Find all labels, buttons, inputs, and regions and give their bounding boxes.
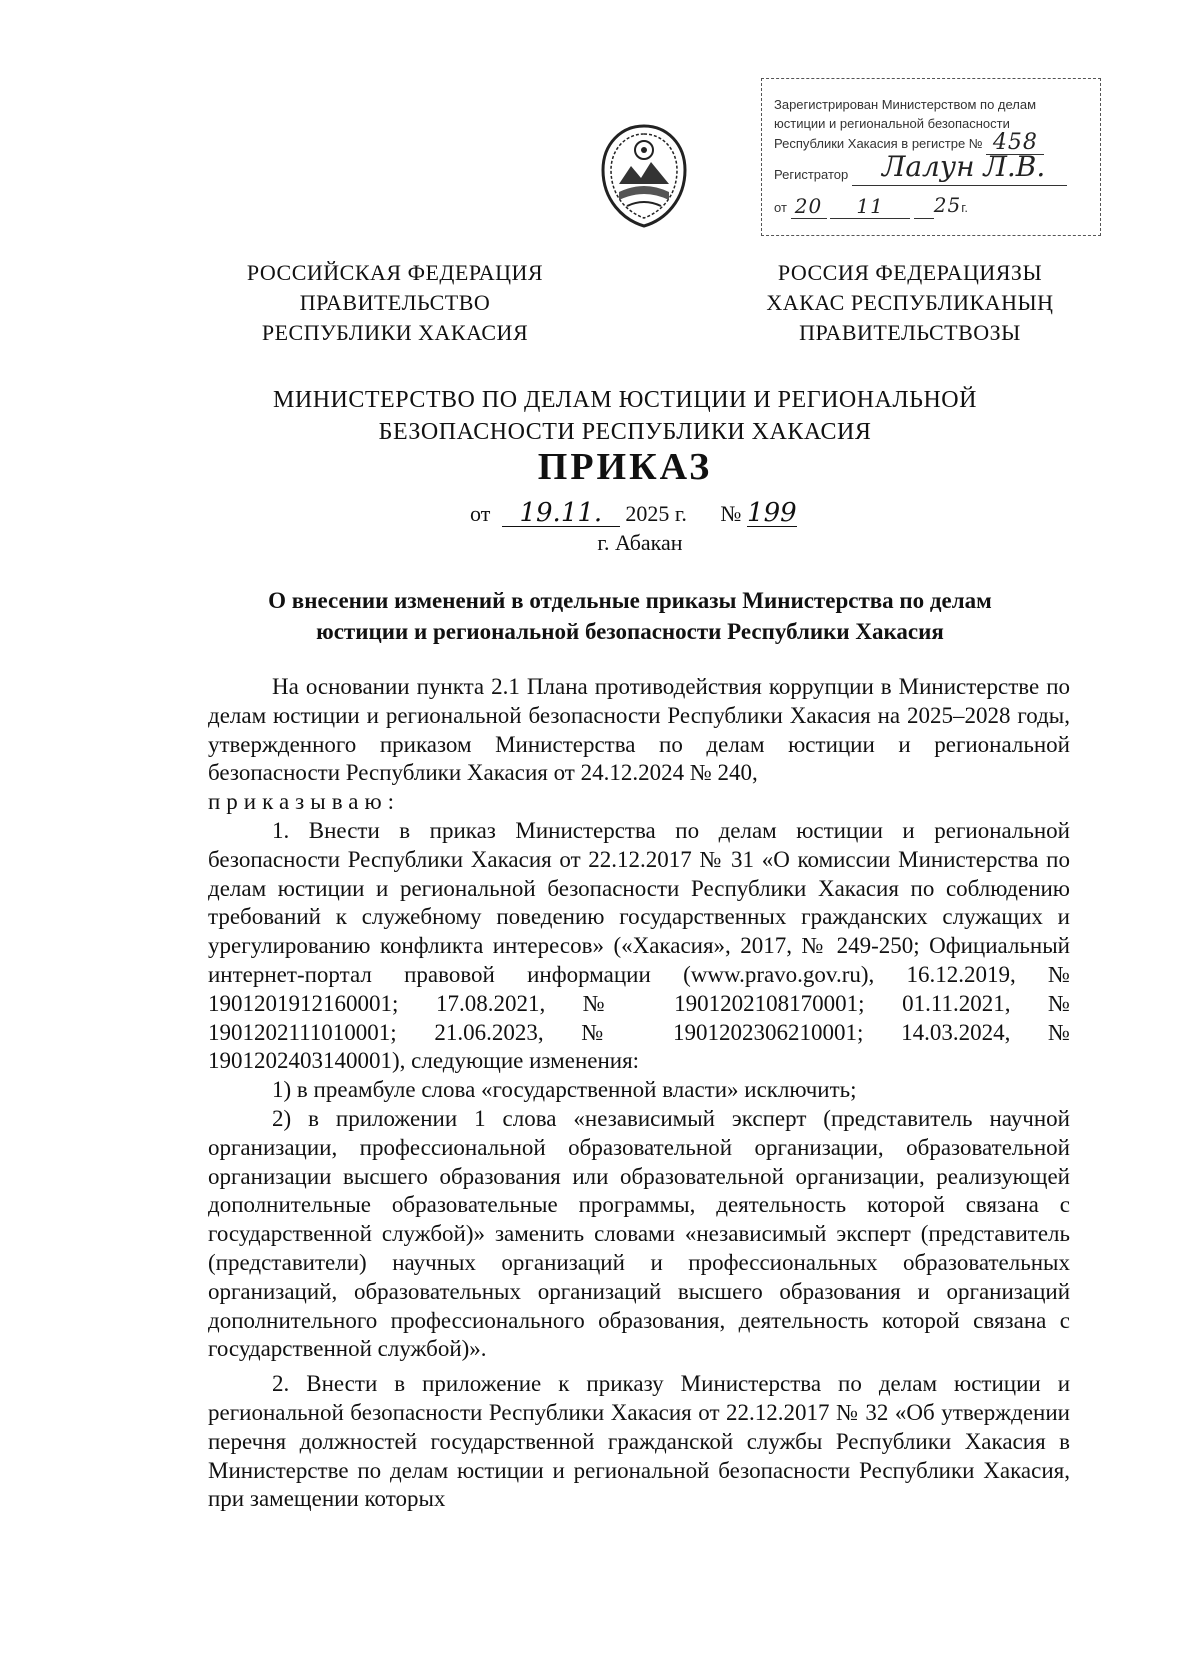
stamp-register-number: 458 — [986, 131, 1044, 155]
registration-stamp — [761, 78, 1101, 236]
stamp-register-label: Республики Хакасия в регистре № — [774, 136, 983, 151]
header-right-line: РОССИЯ ФЕДЕРАЦИЯЗЫ — [777, 260, 1043, 285]
stamp-date-row — [774, 194, 1092, 219]
ministry-name — [200, 384, 1050, 448]
subject-line: О внесении изменений в отдельные приказы Министерства по делам — [268, 588, 992, 613]
body-paragraph-subitem-2: 2) в приложении 1 слова «независимый эксперт (представитель научной организации, профессиональной образовательной организации, образовательной организации высшего образования или образовательной организации, реализующей дополнительные образовательные программы, деятельность которой связана с государственной службой)» заменить словами «независимый эксперт (представитель (представители) научных организаций и профессиональных образовательных организаций, образовательных организаций высшего образования и организаций дополнительного профессионального образования, деятельность которой связана с государственной службой)». — [208, 1105, 1070, 1362]
header-left-line: РЕСПУБЛИКИ ХАКАСИЯ — [261, 320, 529, 345]
ministry-line: БЕЗОПАСНОСТИ РЕСПУБЛИКИ ХАКАСИЯ — [378, 419, 872, 445]
order-number-value: 199 — [747, 498, 797, 528]
subject-line: юстиции и региональной безопасности Республики Хакасия — [316, 619, 944, 644]
stamp-registrar-label: Регистратор — [774, 167, 849, 182]
body-paragraph-basis: На основании пункта 2.1 Плана противодействия коррупции в Министерстве по делам юстиции и региональной безопасности Республики Хакасия на 2025–2028 годы, утвержденного приказом Министерства по делам юстиции и региональной безопасности Республики Хакасия от 24.12.2024 № 240, — [208, 674, 1070, 786]
stamp-line-2: юстиции и региональной безопасности — [774, 116, 1010, 131]
header-left-line: ПРАВИТЕЛЬСТВО — [299, 290, 491, 315]
header-left — [225, 258, 565, 348]
order-body — [208, 673, 1070, 1514]
order-number-label: № — [720, 501, 742, 526]
body-paragraph-item-1: 1. Внести в приказ Министерства по делам юстиции и региональной безопасности Республики Хакасия от 22.12.2017 № 31 «О комиссии Министерства по делам юстиции и региональной безопасности Республики Хакасия по соблюдению требований к служебному поведению государственных гражданских служащих и урегулированию конфликта интересов» («Хакасия», 2017, № 249-250; Официальный интернет-портал правовой информации (www.pravo.gov.ru), 16.12.2019, № 1901201912160001; 17.08.2021, № 1901202108170001; 01.11.2021, № 1901202111010001; 21.06.2023, № 1901202306210001; 14.03.2024, № 1901202403140001), следующие изменения: — [208, 817, 1070, 1074]
body-paragraph-subitem-1: 1) в преамбуле слова «государственной власти» исключить; — [272, 1077, 857, 1103]
stamp-date-prefix: от — [774, 200, 787, 215]
order-title: ПРИКАЗ — [537, 446, 713, 488]
stamp-date-day: 20 — [791, 195, 827, 219]
header-right-line: ПРАВИТЕЛЬСТВОЗЫ — [799, 320, 1021, 345]
stamp-date-suffix: г. — [961, 200, 969, 215]
stamp-date-month: 11 — [830, 195, 910, 219]
order-date-value: 19.11. — [502, 500, 620, 527]
header-left-line: РОССИЙСКАЯ ФЕДЕРАЦИЯ — [246, 260, 544, 285]
body-paragraph-item-2: 2. Внести в приложение к приказу Министерства по делам юстиции и региональной безопасности Республики Хакасия от 22.12.2017 № 32 «Об утверждении перечня должностей государственной гражданской службы Республики Хакасия в Министерстве по делам юстиции и региональной безопасности Республики Хакасия, при замещении которых — [208, 1371, 1070, 1512]
stamp-registrar-row — [774, 150, 1092, 186]
order-subject — [200, 585, 1060, 647]
order-date-line — [470, 500, 870, 527]
order-city: г. Абакан — [597, 530, 683, 555]
order-year: 2025 г. — [625, 501, 687, 526]
coat-of-arms-icon — [597, 122, 691, 230]
header-right-line: ХАКАС РЕСПУБЛИКАНЫҢ — [766, 290, 1054, 315]
registrar-signature: Лалун Л.В. — [882, 150, 1046, 183]
order-date-prefix: от — [470, 501, 491, 526]
body-order-word: приказываю: — [208, 789, 401, 815]
header-right — [745, 258, 1075, 348]
stamp-date-year: 25 — [933, 193, 962, 217]
stamp-line-1: Зарегистрирован Министерством по делам — [774, 97, 1037, 112]
ministry-line: МИНИСТЕРСТВО ПО ДЕЛАМ ЮСТИЦИИ И РЕГИОНАЛЬНОЙ — [273, 387, 977, 413]
